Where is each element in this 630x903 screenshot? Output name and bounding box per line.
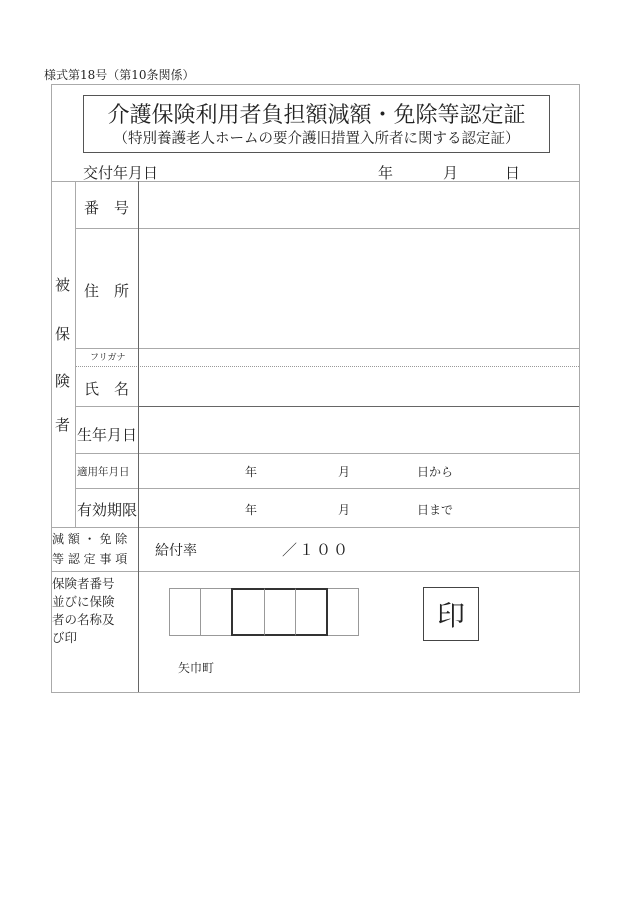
furigana-label: フリガナ — [90, 353, 126, 363]
insurer-label-line: 並びに保険 — [52, 594, 115, 609]
digit-box[interactable] — [328, 589, 358, 635]
number-field[interactable] — [139, 182, 578, 227]
apply-day-unit: 日から — [417, 465, 454, 479]
issue-day-unit: 日 — [505, 164, 521, 182]
name-field[interactable] — [139, 367, 578, 405]
insured-label-char: 者 — [55, 416, 71, 434]
number-label: 番 号 — [84, 199, 130, 217]
insured-label-char: 険 — [55, 372, 71, 390]
digit-box[interactable] — [265, 588, 296, 636]
digit-box[interactable] — [296, 588, 328, 636]
divider — [75, 488, 579, 489]
insured-label-char: 保 — [55, 325, 71, 343]
insurer-label — [52, 575, 115, 647]
furigana-field[interactable] — [139, 349, 578, 365]
insured-label-char: 被 — [55, 276, 71, 294]
apply-year-unit: 年 — [245, 465, 258, 479]
certificate-title: 介護保険利用者負担額減額・免除等認定証 — [107, 103, 526, 128]
divider — [51, 527, 579, 528]
seal-mark: 印 — [436, 599, 465, 632]
benefit-rate-label: 給付率 — [155, 543, 197, 559]
form-number: 様式第18号（第10条関係） — [44, 68, 195, 82]
reduction-label-line2: 等 認 定 事 項 — [52, 552, 128, 566]
insurer-name: 矢巾町 — [178, 661, 215, 675]
digit-box[interactable] — [231, 588, 264, 636]
certificate-subtitle: （特別養護老人ホームの要介護旧措置入所者に関する認定証） — [113, 131, 520, 147]
apply-date-label: 適用年月日 — [77, 466, 130, 478]
digit-box[interactable] — [170, 589, 201, 635]
insurer-number-boxes — [169, 588, 359, 636]
issue-year-unit: 年 — [378, 164, 394, 182]
divider — [51, 571, 579, 572]
divider — [75, 181, 76, 527]
divider — [75, 406, 138, 407]
valid-until-label: 有効期限 — [77, 501, 138, 519]
birth-date-field[interactable] — [139, 407, 578, 452]
name-label: 氏 名 — [84, 380, 130, 398]
issue-month-unit: 月 — [443, 164, 459, 182]
valid-day-unit: 日まで — [417, 503, 454, 517]
insurer-label-line: 保険者番号 — [52, 576, 115, 591]
valid-month-unit: 月 — [338, 503, 351, 517]
apply-month-unit: 月 — [338, 465, 351, 479]
digit-box[interactable] — [201, 589, 231, 635]
address-label: 住 所 — [84, 282, 130, 300]
valid-year-unit: 年 — [245, 503, 258, 517]
address-field[interactable] — [139, 229, 578, 347]
benefit-rate-value: ／１００ — [282, 541, 351, 559]
issue-date-label: 交付年月日 — [83, 164, 159, 182]
insurer-label-line: び印 — [52, 630, 78, 645]
seal-box — [423, 587, 479, 641]
birth-date-label: 生年月日 — [77, 426, 138, 444]
insurer-label-line: 者の名称及 — [52, 612, 115, 627]
reduction-label-line1: 減 額 ・ 免 除 — [52, 532, 128, 546]
divider — [75, 453, 579, 454]
